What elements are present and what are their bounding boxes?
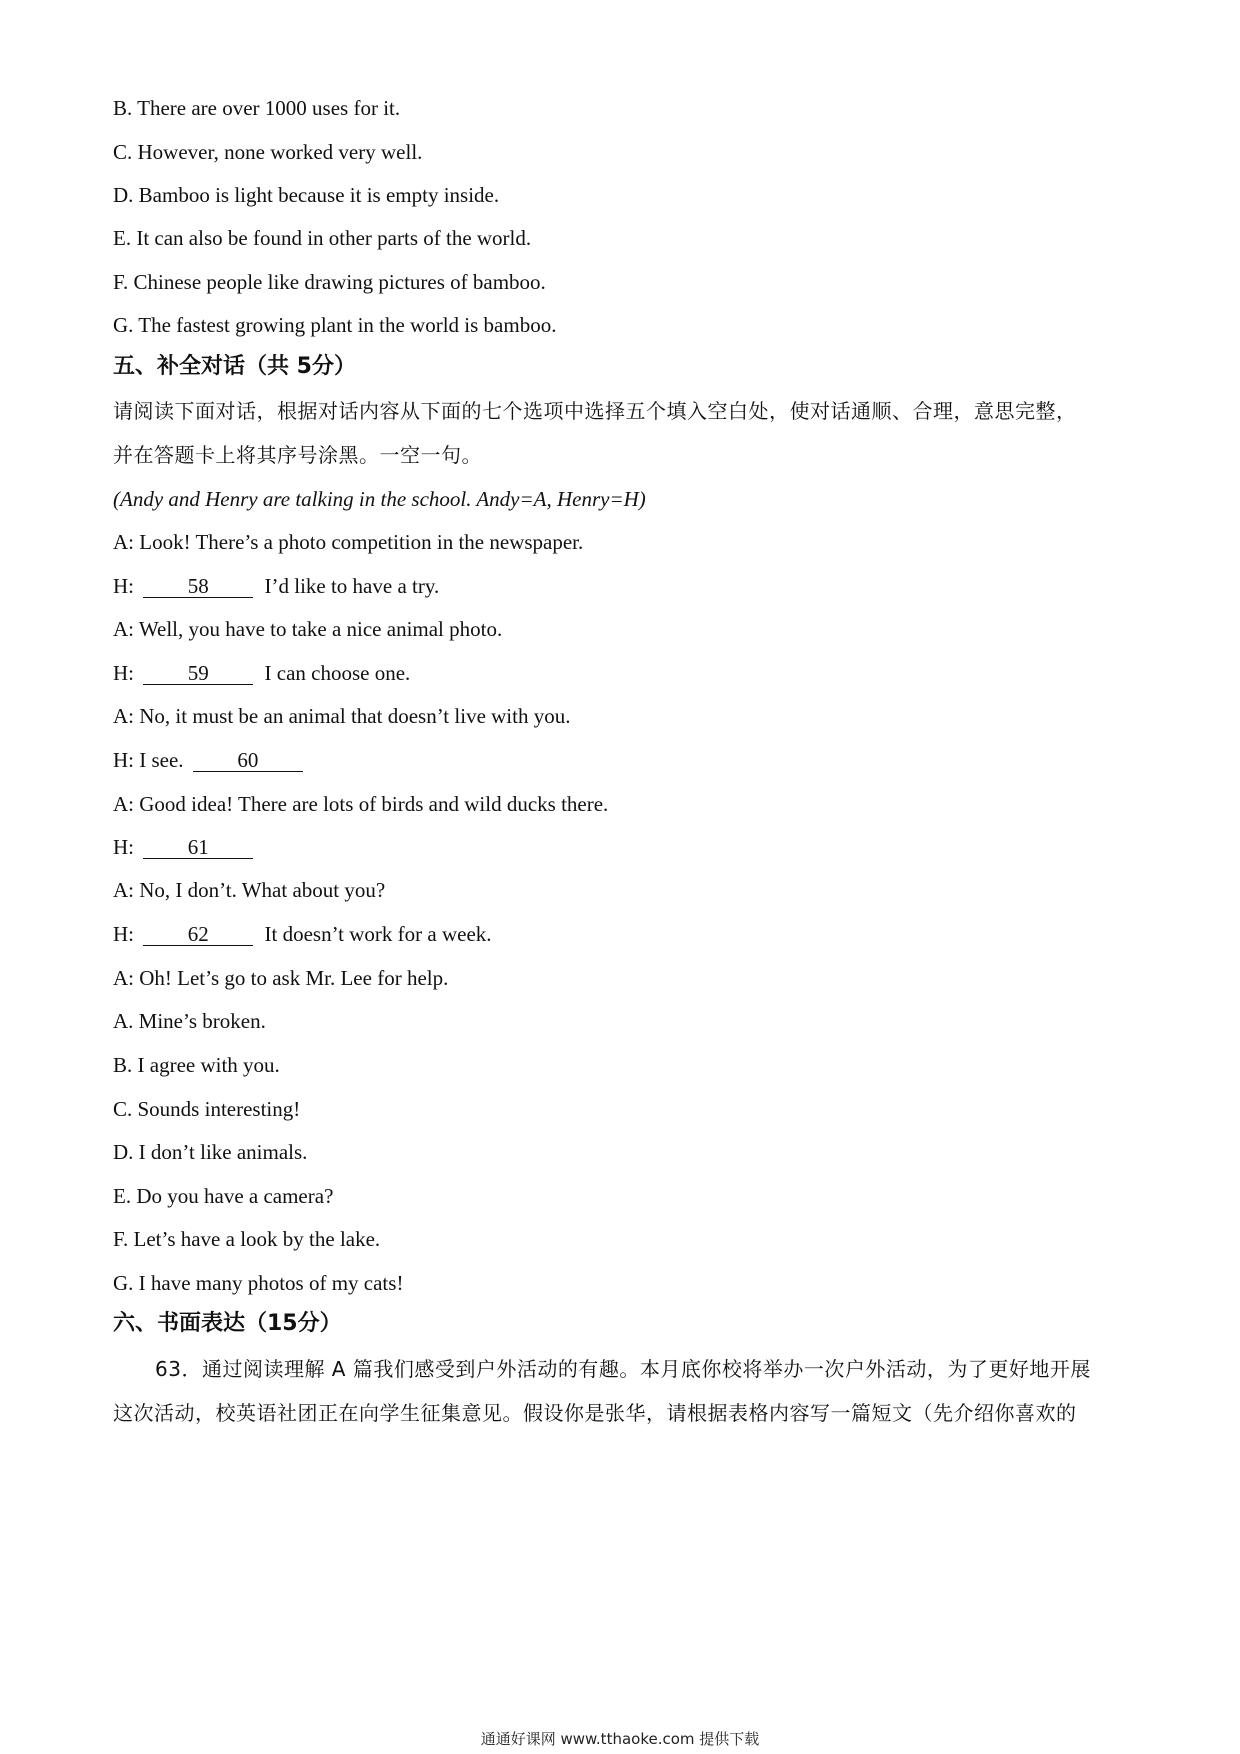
answer-blank: 62: [143, 923, 253, 946]
speaker: H:: [113, 922, 134, 946]
speaker: H: I see.: [113, 748, 184, 772]
section5-heading: 五、补全对话（共 5分）: [113, 354, 356, 379]
dialogue-line: A: No, I don’t. What about you?: [113, 878, 386, 902]
speaker: H:: [113, 574, 134, 598]
writing-prompt: 63．通过阅读理解 A 篇我们感受到户外活动的有趣。本月底你校将举办一次户外活动，为了更好地开展: [155, 1357, 1091, 1381]
bamboo-option: E. It can also be found in other parts of the world.: [113, 226, 532, 250]
answer-blank: 59: [143, 662, 253, 685]
dialogue-context: (Andy and Henry are talking in the school. Andy=A, Henry=H): [113, 487, 646, 511]
dialogue-line: A: Good idea! There are lots of birds and wild ducks there.: [113, 792, 609, 816]
answer-blank: 58: [143, 575, 253, 598]
speaker: H:: [113, 835, 134, 859]
bamboo-option: C. However, none worked very well.: [113, 140, 423, 164]
dialogue-text: I’d like to have a try.: [264, 574, 440, 598]
dialogue-option: F. Let’s have a look by the lake.: [113, 1227, 381, 1251]
answer-blank: 61: [143, 836, 253, 859]
dialogue-line: [113, 920, 492, 948]
footer-watermark: 通通好课网 www.tthaoke.com 提供下载: [480, 1730, 760, 1748]
dialogue-option: D. I don’t like animals.: [113, 1140, 308, 1164]
dialogue-text: It doesn’t work for a week.: [264, 922, 492, 946]
dialogue-option: E. Do you have a camera?: [113, 1184, 334, 1208]
dialogue-line: [113, 659, 410, 687]
dialogue-line: [113, 572, 439, 600]
bamboo-option: B. There are over 1000 uses for it.: [113, 96, 401, 120]
bamboo-option: G. The fastest growing plant in the world is bamboo.: [113, 313, 557, 337]
section5-instructions: 并在答题卡上将其序号涂黑。一空一句。: [113, 443, 482, 467]
dialogue-line: [113, 746, 309, 774]
dialogue-line: A: No, it must be an animal that doesn’t live with you.: [113, 704, 571, 728]
dialogue-text: I can choose one.: [264, 661, 411, 685]
section6-heading: 六、书面表达（15分）: [113, 1311, 342, 1336]
bamboo-option: D. Bamboo is light because it is empty inside.: [113, 183, 500, 207]
dialogue-line: A: Look! There’s a photo competition in the newspaper.: [113, 530, 584, 554]
dialogue-line: A: Oh! Let’s go to ask Mr. Lee for help.: [113, 966, 449, 990]
speaker: H:: [113, 661, 134, 685]
writing-prompt: 这次活动，校英语社团正在向学生征集意见。假设你是张华，请根据表格内容写一篇短文（先介绍你喜欢的: [113, 1401, 1077, 1425]
dialogue-line: [113, 833, 259, 861]
dialogue-option: G. I have many photos of my cats!: [113, 1271, 404, 1295]
section5-instructions: 请阅读下面对话，根据对话内容从下面的七个选项中选择五个填入空白处，使对话通顺、合理，意思完整，: [113, 399, 1077, 423]
dialogue-option: C. Sounds interesting!: [113, 1097, 301, 1121]
dialogue-option: A. Mine’s broken.: [113, 1009, 266, 1033]
bamboo-option: F. Chinese people like drawing pictures of bamboo.: [113, 270, 546, 294]
dialogue-line: A: Well, you have to take a nice animal photo.: [113, 617, 503, 641]
answer-blank: 60: [193, 749, 303, 772]
dialogue-option: B. I agree with you.: [113, 1053, 280, 1077]
